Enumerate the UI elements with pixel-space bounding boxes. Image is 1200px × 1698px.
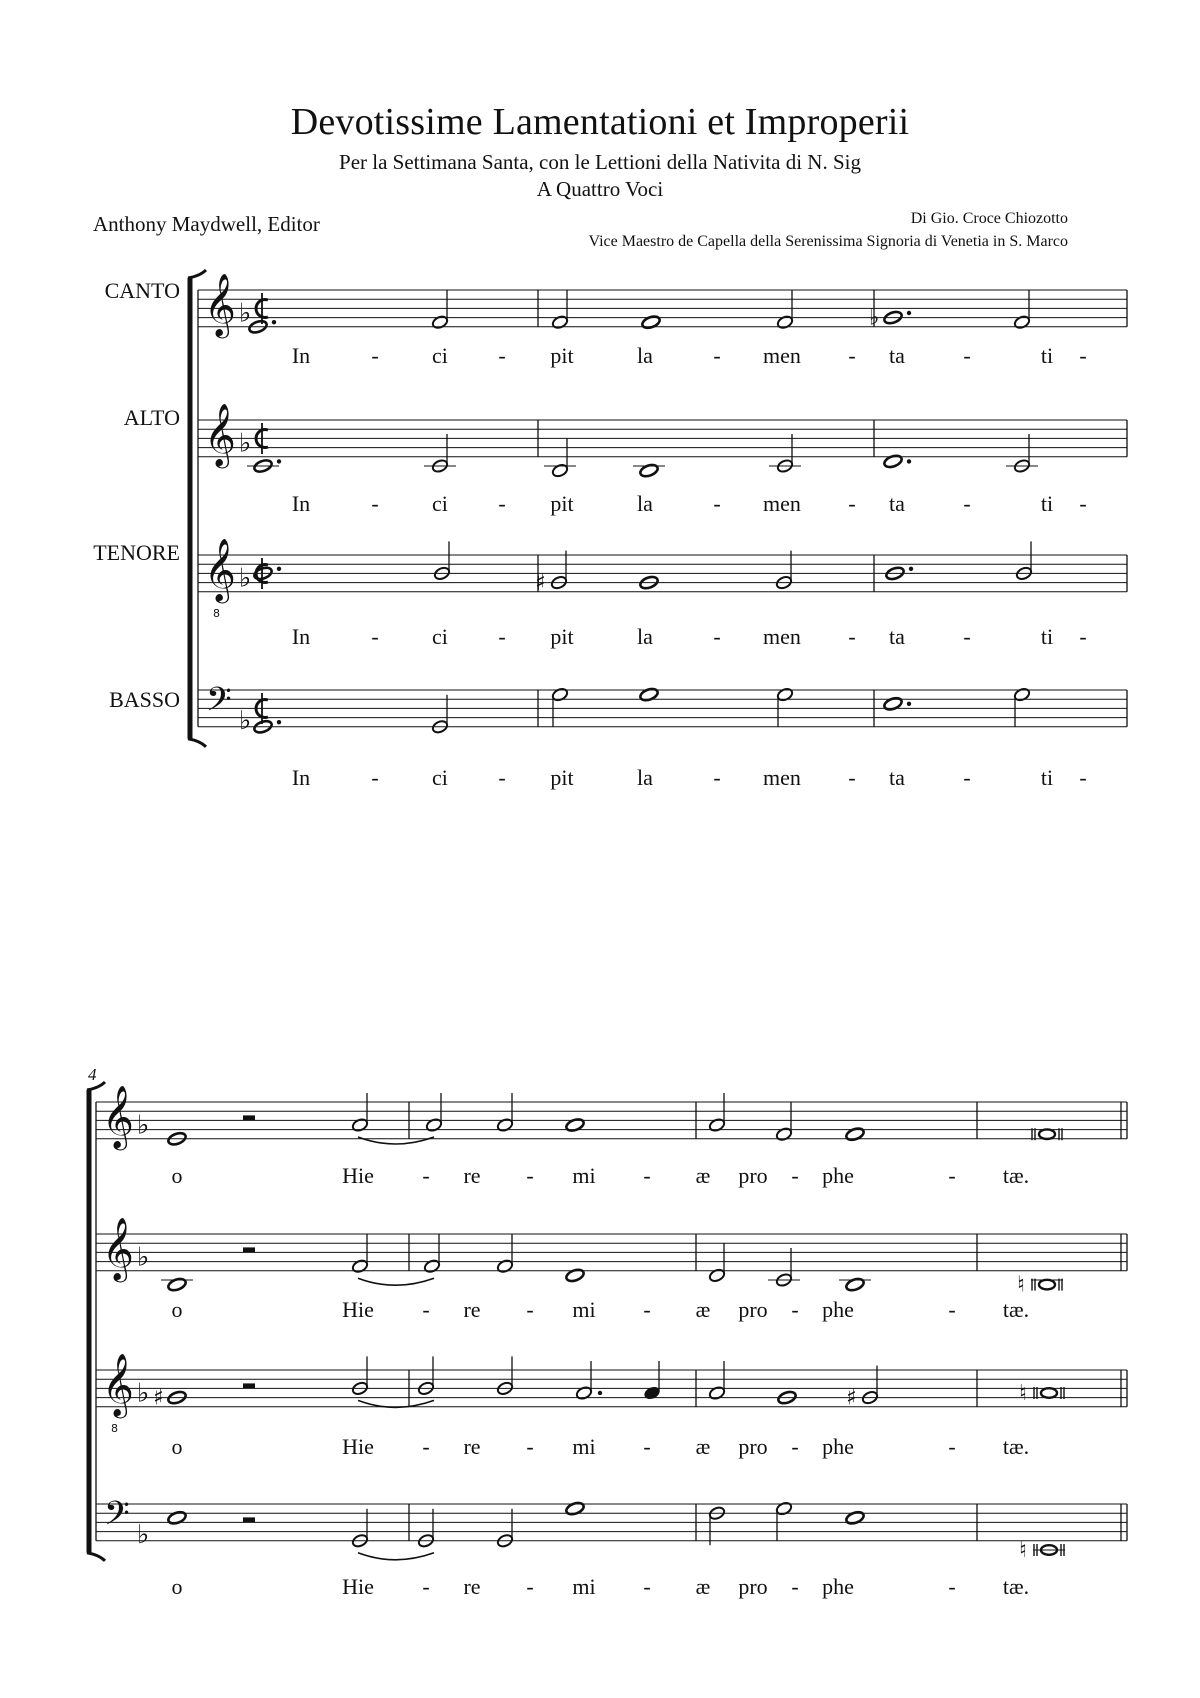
flat-icon: ♭ bbox=[137, 1242, 150, 1273]
voice-name-tenore: TENORE bbox=[93, 540, 180, 565]
lyric-hyphen: - bbox=[848, 765, 856, 790]
lyric-syllable: ci bbox=[432, 491, 448, 516]
lyric-syllable: la bbox=[637, 343, 653, 368]
lyric-hyphen: - bbox=[963, 343, 971, 368]
note bbox=[351, 1356, 369, 1396]
voice-name-canto: CANTO bbox=[104, 278, 180, 303]
whole-notehead bbox=[845, 1126, 865, 1142]
half-notehead bbox=[351, 1258, 369, 1273]
note bbox=[633, 463, 665, 479]
half-notehead bbox=[1013, 687, 1031, 702]
note bbox=[544, 439, 576, 479]
note bbox=[883, 454, 911, 470]
lyric-syllable: In bbox=[291, 491, 311, 516]
lyric-hyphen: - bbox=[791, 1297, 799, 1322]
lyric-syllable: phe bbox=[822, 1574, 854, 1599]
note bbox=[424, 434, 456, 474]
lyric-syllable: ta bbox=[889, 765, 905, 790]
flat-icon: ♭ bbox=[239, 705, 252, 736]
flat-icon: ♭ bbox=[137, 1519, 150, 1550]
lyric-syllable: pit bbox=[550, 343, 574, 368]
lyric-hyphen: - bbox=[948, 1574, 956, 1599]
lyric-hyphen: - bbox=[1079, 765, 1087, 790]
note bbox=[417, 1509, 435, 1549]
note bbox=[496, 1509, 514, 1549]
sharp-icon: ♯ bbox=[846, 1385, 857, 1411]
note bbox=[1015, 541, 1033, 581]
lyric-syllable: ti bbox=[1040, 491, 1054, 516]
natural-icon: ♮ bbox=[1019, 1381, 1027, 1406]
staff-tenore bbox=[93, 538, 1127, 649]
octave-eight-icon: 8 bbox=[111, 1422, 118, 1435]
lyric-hyphen: - bbox=[498, 765, 506, 790]
lyric-syllable: æ bbox=[695, 1574, 711, 1599]
treble-clef-icon: 𝄞 bbox=[102, 1085, 134, 1148]
lyric-syllable: men bbox=[763, 765, 801, 790]
half-notehead bbox=[496, 1258, 514, 1273]
lyric-syllable: re bbox=[463, 1434, 481, 1459]
lyric-syllable: ti bbox=[1040, 765, 1054, 790]
note bbox=[551, 290, 569, 330]
lyric-syllable: o bbox=[171, 1434, 183, 1459]
lyric-hyphen: - bbox=[643, 1574, 651, 1599]
lyric-hyphen: - bbox=[713, 343, 721, 368]
whole-notehead bbox=[639, 463, 659, 479]
quarter-notehead bbox=[643, 1385, 661, 1400]
flat-icon: ♭ bbox=[239, 428, 252, 459]
half-notehead bbox=[423, 1258, 441, 1273]
bass-clef-icon: 𝄢 bbox=[206, 681, 232, 727]
lyric-syllable: mi bbox=[572, 1297, 596, 1322]
staff-basso bbox=[109, 681, 1127, 790]
half-notehead bbox=[708, 1385, 726, 1400]
half-notehead bbox=[775, 1501, 793, 1516]
whole-notehead bbox=[565, 1268, 585, 1284]
lyric-hyphen: - bbox=[526, 1434, 534, 1459]
score-subtitle: Per la Settimana Santa, con le Lettioni della Nativita di N. Sig bbox=[339, 150, 861, 174]
lyric-hyphen: - bbox=[526, 1297, 534, 1322]
note bbox=[845, 1510, 865, 1526]
note bbox=[775, 1501, 793, 1541]
treble-clef-icon: 𝄞 bbox=[204, 273, 236, 336]
note bbox=[1019, 1381, 1064, 1406]
voice-name-alto: ALTO bbox=[123, 405, 180, 430]
note bbox=[708, 1093, 726, 1133]
lyric-syllable: ta bbox=[889, 624, 905, 649]
lyric-syllable: ti bbox=[1040, 343, 1054, 368]
staff-alto bbox=[96, 1217, 1127, 1322]
lyric-hyphen: - bbox=[848, 491, 856, 516]
sharp-icon: ♯ bbox=[535, 570, 546, 596]
lyric-hyphen: - bbox=[963, 491, 971, 516]
lyric-hyphen: - bbox=[371, 765, 379, 790]
note bbox=[1017, 1273, 1063, 1298]
breve-notehead bbox=[1039, 1129, 1055, 1139]
natural-icon: ♮ bbox=[1019, 1538, 1027, 1563]
augmentation-dot bbox=[277, 567, 281, 571]
augmentation-dot bbox=[907, 459, 911, 463]
augmentation-dot bbox=[272, 320, 276, 324]
lyric-hyphen: - bbox=[498, 491, 506, 516]
natural-icon: ♮ bbox=[1017, 1272, 1025, 1298]
lyric-syllable: la bbox=[637, 765, 653, 790]
half-notehead bbox=[575, 1385, 593, 1400]
staff-tenore bbox=[96, 1353, 1127, 1459]
lyric-hyphen: - bbox=[371, 343, 379, 368]
bracket-hook bbox=[87, 1553, 105, 1561]
system-2 bbox=[87, 1065, 1127, 1599]
whole-notehead bbox=[167, 1510, 187, 1526]
note bbox=[247, 458, 281, 474]
half-notehead bbox=[551, 687, 569, 702]
note bbox=[776, 687, 794, 727]
system-1 bbox=[93, 270, 1127, 790]
flat-icon: ♭ bbox=[137, 1378, 150, 1409]
whole-notehead bbox=[167, 1277, 187, 1293]
note bbox=[351, 1093, 369, 1133]
lyric-syllable: la bbox=[637, 491, 653, 516]
note bbox=[1013, 687, 1031, 727]
half-notehead bbox=[551, 463, 569, 478]
staff-canto bbox=[96, 1085, 1127, 1188]
augmentation-dot bbox=[907, 702, 911, 706]
whole-notehead bbox=[883, 696, 903, 712]
note bbox=[643, 1361, 661, 1401]
tie bbox=[358, 1278, 434, 1285]
tie bbox=[358, 1137, 434, 1144]
note bbox=[431, 290, 449, 330]
flat-icon: ♭ bbox=[239, 563, 252, 594]
lyric-hyphen: - bbox=[526, 1574, 534, 1599]
note bbox=[1006, 434, 1038, 474]
whole-notehead bbox=[639, 687, 659, 703]
half-rest-icon bbox=[243, 1247, 255, 1252]
lyric-hyphen: - bbox=[948, 1297, 956, 1322]
half-notehead bbox=[551, 314, 569, 329]
lyric-syllable: mi bbox=[572, 1163, 596, 1188]
lyric-syllable: men bbox=[763, 343, 801, 368]
note bbox=[551, 687, 569, 727]
whole-notehead bbox=[565, 1501, 585, 1517]
lyric-syllable: mi bbox=[572, 1434, 596, 1459]
composer-position: Vice Maestro de Capella della Serenissima Signoria di Venetia in S. Marco bbox=[588, 233, 1068, 250]
staff-alto bbox=[124, 403, 1127, 516]
lyric-syllable: pro bbox=[738, 1297, 768, 1322]
flat-icon: ♭ bbox=[239, 298, 252, 329]
note bbox=[1013, 290, 1031, 330]
staff-canto bbox=[105, 273, 1127, 368]
lyric-hyphen: - bbox=[948, 1434, 956, 1459]
lyric-hyphen: - bbox=[498, 624, 506, 649]
lyric-hyphen: - bbox=[848, 624, 856, 649]
sharp-icon: ♯ bbox=[153, 1385, 164, 1411]
note bbox=[775, 1102, 793, 1142]
lyric-syllable: Hie bbox=[342, 1574, 374, 1599]
note bbox=[639, 687, 659, 703]
flat-icon: ♭ bbox=[869, 305, 880, 331]
lyric-hyphen: - bbox=[643, 1297, 651, 1322]
lyric-syllable: ti bbox=[1040, 624, 1054, 649]
augmentation-dot bbox=[277, 459, 281, 463]
whole-notehead bbox=[641, 314, 661, 330]
lyric-syllable: tæ. bbox=[1002, 1434, 1030, 1459]
lyric-syllable: men bbox=[763, 491, 801, 516]
lyric-syllable: Hie bbox=[342, 1434, 374, 1459]
note bbox=[575, 1361, 602, 1401]
note bbox=[1019, 1538, 1065, 1563]
lyric-hyphen: - bbox=[643, 1163, 651, 1188]
lyric-syllable: tæ. bbox=[1002, 1297, 1030, 1322]
breve-notehead bbox=[1039, 1280, 1055, 1290]
staff-basso bbox=[96, 1495, 1127, 1599]
half-notehead bbox=[775, 1126, 793, 1141]
lyric-syllable: re bbox=[463, 1574, 481, 1599]
half-notehead bbox=[776, 314, 794, 329]
note bbox=[167, 1510, 187, 1526]
lyric-syllable: æ bbox=[695, 1434, 711, 1459]
breve-notehead bbox=[1041, 1388, 1057, 1398]
flat-icon: ♭ bbox=[137, 1110, 150, 1141]
half-notehead bbox=[708, 1117, 726, 1132]
note bbox=[883, 696, 911, 712]
whole-notehead bbox=[883, 454, 903, 470]
half-notehead bbox=[1013, 314, 1031, 329]
note bbox=[433, 541, 451, 581]
augmentation-dot bbox=[909, 567, 913, 571]
half-rest-icon bbox=[243, 1115, 255, 1120]
lyric-hyphen: - bbox=[848, 343, 856, 368]
lyric-hyphen: - bbox=[643, 1434, 651, 1459]
lyric-hyphen: - bbox=[713, 765, 721, 790]
lyric-syllable: In bbox=[291, 343, 311, 368]
whole-notehead bbox=[565, 1117, 585, 1133]
lyric-hyphen: - bbox=[791, 1163, 799, 1188]
lyric-syllable: ta bbox=[889, 343, 905, 368]
note bbox=[775, 551, 793, 591]
lyric-syllable: æ bbox=[695, 1297, 711, 1322]
lyric-hyphen: - bbox=[948, 1163, 956, 1188]
note bbox=[769, 434, 801, 474]
half-rest-icon bbox=[243, 1383, 255, 1388]
lyric-syllable: In bbox=[291, 765, 311, 790]
lyric-hyphen: - bbox=[1079, 491, 1087, 516]
lyric-syllable: pit bbox=[550, 624, 574, 649]
whole-notehead bbox=[845, 1510, 865, 1526]
lyric-syllable: ta bbox=[889, 491, 905, 516]
note bbox=[565, 1268, 585, 1284]
lyric-hyphen: - bbox=[791, 1434, 799, 1459]
note bbox=[425, 1093, 443, 1133]
note bbox=[423, 1234, 441, 1274]
composer-credit: Di Gio. Croce Chiozotto bbox=[910, 210, 1068, 227]
lyric-syllable: men bbox=[763, 624, 801, 649]
lyric-syllable: ci bbox=[432, 343, 448, 368]
half-notehead bbox=[496, 1117, 514, 1132]
lyric-syllable: re bbox=[463, 1163, 481, 1188]
lyric-syllable: Hie bbox=[342, 1297, 374, 1322]
lyric-syllable: mi bbox=[572, 1574, 596, 1599]
lyric-syllable: pit bbox=[550, 491, 574, 516]
lyric-syllable: phe bbox=[822, 1163, 854, 1188]
note bbox=[496, 1356, 514, 1396]
lyric-hyphen: - bbox=[422, 1574, 430, 1599]
note bbox=[431, 695, 449, 735]
lyric-hyphen: - bbox=[422, 1434, 430, 1459]
half-notehead bbox=[708, 1268, 726, 1283]
augmentation-dot bbox=[598, 1391, 602, 1395]
lyric-syllable: o bbox=[171, 1574, 183, 1599]
lyric-hyphen: - bbox=[526, 1163, 534, 1188]
octave-eight-icon: 8 bbox=[213, 607, 220, 620]
half-notehead bbox=[351, 1117, 369, 1132]
note bbox=[845, 1126, 865, 1142]
lyric-hyphen: - bbox=[422, 1163, 430, 1188]
note bbox=[708, 1243, 726, 1283]
score-title: Devotissime Lamentationi et Improperii bbox=[290, 101, 910, 143]
lyric-hyphen: - bbox=[791, 1574, 799, 1599]
lyric-hyphen: - bbox=[963, 765, 971, 790]
whole-notehead bbox=[845, 1277, 865, 1293]
treble-clef-icon: 𝄞 bbox=[102, 1353, 134, 1416]
half-rest-icon bbox=[243, 1517, 255, 1522]
lyric-syllable: ci bbox=[432, 765, 448, 790]
treble-clef-icon: 𝄞 bbox=[204, 538, 236, 601]
lyric-syllable: pro bbox=[738, 1574, 768, 1599]
note bbox=[708, 1361, 726, 1401]
lyric-hyphen: - bbox=[371, 624, 379, 649]
lyric-syllable: pit bbox=[550, 765, 574, 790]
lyric-syllable: In bbox=[291, 624, 311, 649]
lyric-syllable: tæ. bbox=[1002, 1574, 1030, 1599]
voice-name-basso: BASSO bbox=[109, 687, 180, 712]
treble-clef-icon: 𝄞 bbox=[102, 1217, 134, 1280]
note bbox=[496, 1093, 514, 1133]
score-voicing: A Quattro Voci bbox=[536, 177, 664, 201]
lyric-hyphen: - bbox=[371, 491, 379, 516]
lyric-hyphen: - bbox=[713, 624, 721, 649]
lyric-syllable: phe bbox=[822, 1434, 854, 1459]
lyric-syllable: phe bbox=[822, 1297, 854, 1322]
half-notehead bbox=[776, 687, 794, 702]
treble-clef-icon: 𝄞 bbox=[204, 403, 236, 466]
augmentation-dot bbox=[277, 720, 281, 724]
lyric-syllable: Hie bbox=[342, 1163, 374, 1188]
bracket-hook bbox=[188, 739, 206, 747]
note bbox=[351, 1509, 369, 1549]
lyric-hyphen: - bbox=[422, 1297, 430, 1322]
lyric-syllable: æ bbox=[695, 1163, 711, 1188]
half-notehead bbox=[431, 314, 449, 329]
editor-credit: Anthony Maydwell, Editor bbox=[93, 212, 320, 236]
lyric-syllable: re bbox=[463, 1297, 481, 1322]
lyric-hyphen: - bbox=[1079, 343, 1087, 368]
augmentation-dot bbox=[907, 311, 911, 315]
half-notehead bbox=[425, 1117, 443, 1132]
note bbox=[776, 290, 794, 330]
note bbox=[708, 1505, 726, 1545]
tie bbox=[358, 1553, 434, 1560]
lyric-syllable: tæ. bbox=[1002, 1163, 1030, 1188]
lyric-hyphen: - bbox=[1079, 624, 1087, 649]
note bbox=[417, 1356, 435, 1396]
note bbox=[839, 1277, 871, 1293]
measure-number: 4 bbox=[88, 1065, 97, 1084]
lyric-syllable: o bbox=[171, 1163, 183, 1188]
lyric-syllable: la bbox=[637, 624, 653, 649]
lyric-hyphen: - bbox=[963, 624, 971, 649]
lyric-syllable: ci bbox=[432, 624, 448, 649]
note bbox=[565, 1117, 585, 1133]
lyric-syllable: o bbox=[171, 1297, 183, 1322]
lyric-syllable: pro bbox=[738, 1434, 768, 1459]
note bbox=[351, 1234, 369, 1274]
bass-clef-icon: 𝄢 bbox=[104, 1495, 130, 1541]
lyric-hyphen: - bbox=[498, 343, 506, 368]
note bbox=[161, 1277, 193, 1293]
note bbox=[565, 1501, 585, 1517]
lyric-hyphen: - bbox=[713, 491, 721, 516]
note bbox=[641, 314, 661, 330]
lyric-syllable: pro bbox=[738, 1163, 768, 1188]
note bbox=[768, 1248, 800, 1288]
note bbox=[496, 1234, 514, 1274]
